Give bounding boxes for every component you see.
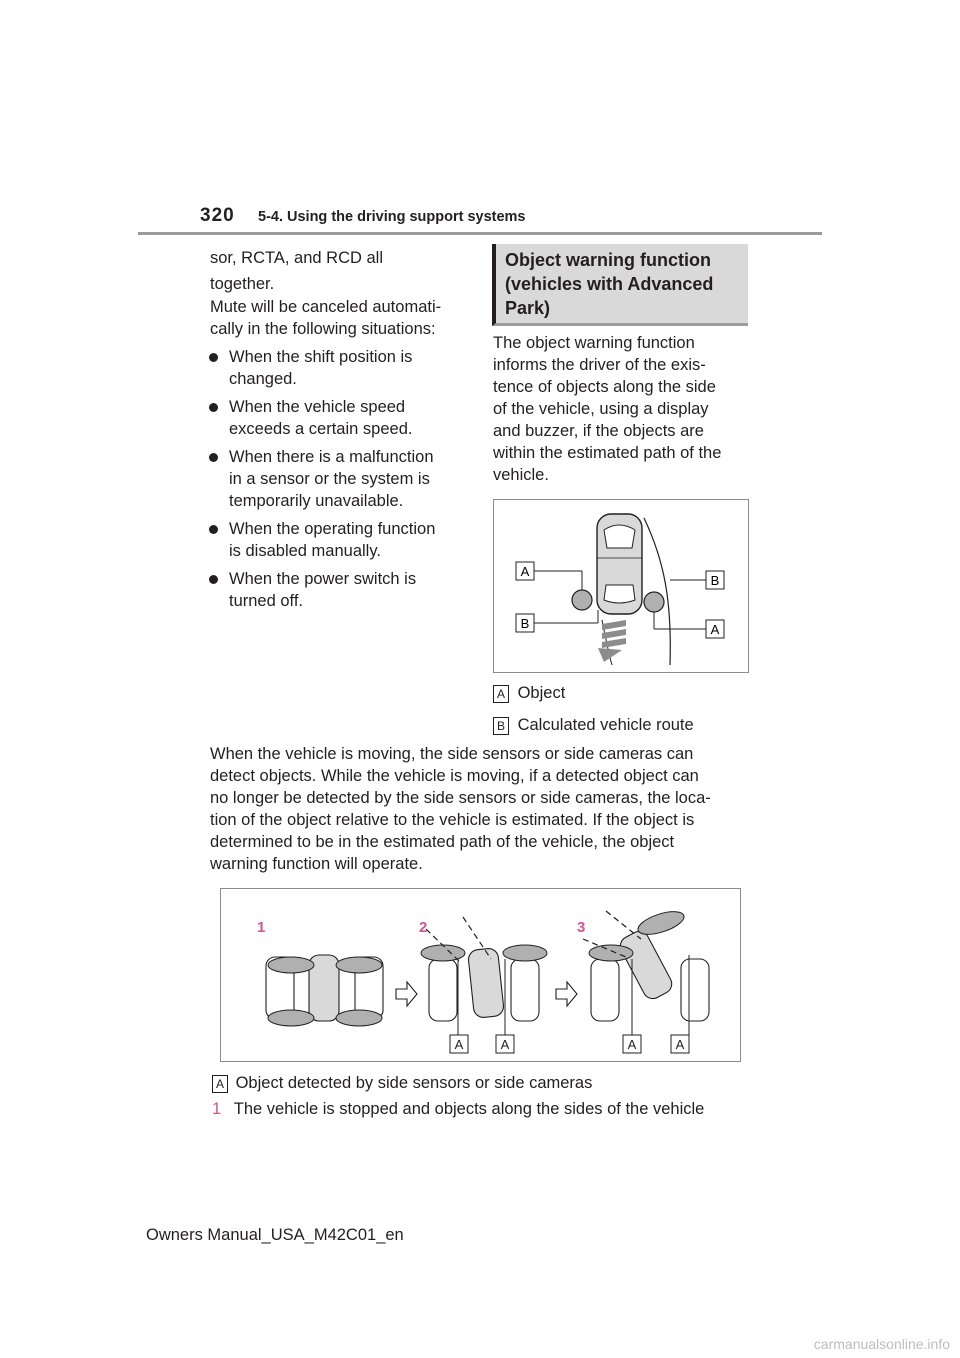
- intro-line-1: sor, RCTA, and RCD all: [210, 249, 383, 267]
- legend-detected-object: A Object detected by side sensors or side cameras: [212, 1072, 592, 1094]
- legend-tag-a: A: [493, 685, 509, 703]
- legend-tag-b: B: [493, 717, 509, 735]
- header-rule: [138, 232, 822, 235]
- intro-line-2: together.: [210, 275, 275, 293]
- footer-manual-id: Owners Manual_USA_M42C01_en: [146, 1226, 404, 1244]
- step-number-1: 1: [257, 919, 266, 936]
- step-number-2: 2: [419, 919, 428, 936]
- bullet-item: When there is a malfunction in a sensor or the system is temporarily unavailable.: [229, 446, 434, 512]
- label-a: A: [500, 1037, 510, 1052]
- body-paragraph: When the vehicle is moving, the side sensors or side cameras can detect objects. While the vehicle is moving, if a detected object can no longer be detected by the side sensors or side cameras, the loca- tion of the object relative to the vehicle is estimated. If the object is determined to be in the estimated path of the vehicle, the object warning function will operate.: [210, 745, 711, 873]
- label-a: A: [454, 1037, 464, 1052]
- bullet-icon: [209, 353, 218, 362]
- bullet-icon: [209, 403, 218, 412]
- step-1-number: 1: [212, 1100, 222, 1118]
- diagram-label-a: A: [710, 622, 720, 637]
- object-detection-sequence-diagram: [220, 888, 741, 1062]
- bullet-icon: [209, 575, 218, 584]
- section-title: 5-4. Using the driving support systems: [258, 209, 526, 225]
- bullet-icon: [209, 453, 218, 462]
- section-heading: Object warning function (vehicles with Advanced Park): [492, 244, 748, 326]
- diagram-label-b: B: [710, 573, 720, 588]
- bullet-item: When the shift position is changed.: [229, 346, 412, 390]
- bullet-item: When the operating function is disabled manually.: [229, 518, 435, 562]
- page-number: 320: [200, 205, 235, 226]
- bullet-icon: [209, 525, 218, 534]
- step-number-3: 3: [577, 919, 586, 936]
- label-a: A: [627, 1037, 637, 1052]
- bullet-item: When the power switch is turned off.: [229, 568, 416, 612]
- legend-route: B Calculated vehicle route: [493, 714, 694, 736]
- diagram-label-b: B: [520, 616, 530, 631]
- mute-text-2: cally in the following situations:: [210, 320, 436, 338]
- watermark: carmanualsonline.info: [813, 1336, 950, 1352]
- legend-object: A Object: [493, 682, 565, 704]
- label-a: A: [675, 1037, 685, 1052]
- step-1-description: 1 The vehicle is stopped and objects along the sides of the vehicle: [212, 1100, 705, 1118]
- mute-text-1: Mute will be canceled automati-: [210, 298, 442, 316]
- sequence-diagram: [221, 889, 740, 1061]
- vehicle-diagram: [494, 500, 748, 672]
- legend-tag-a: A: [212, 1075, 228, 1093]
- bullet-item: When the vehicle speed exceeds a certain speed.: [229, 396, 412, 440]
- diagram-label-a: A: [520, 564, 530, 579]
- object-warning-diagram: [493, 499, 749, 673]
- description: The object warning function informs the driver of the exis- tence of objects along the side of the vehicle, using a display and buzzer, if the objects are within the estimated path of the vehicle.: [493, 334, 722, 484]
